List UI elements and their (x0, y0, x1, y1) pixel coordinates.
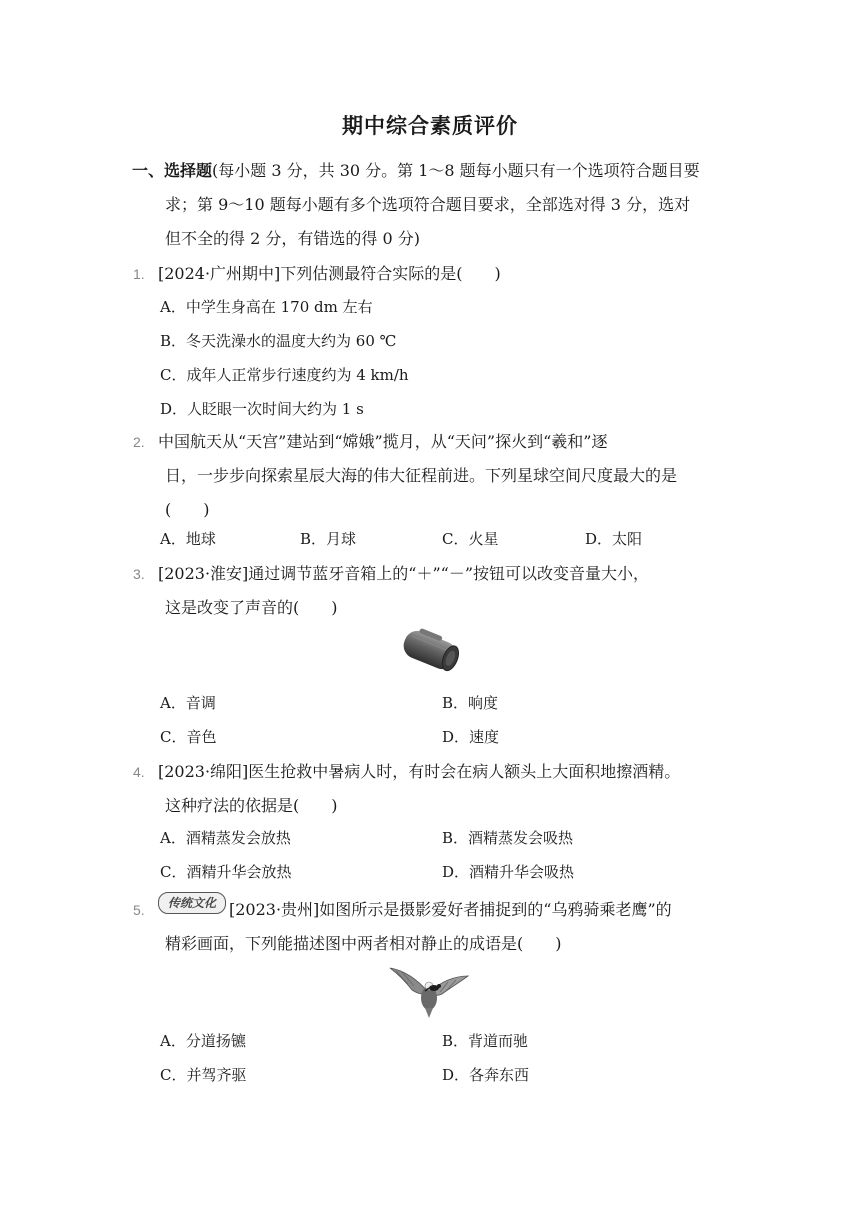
option-b: B．响度 (442, 694, 499, 712)
question-number: 4. (133, 764, 145, 780)
option-d: D．速度 (442, 728, 500, 746)
option-c: C．音色 (160, 728, 217, 746)
option-d: D．酒精升华会吸热 (442, 863, 575, 881)
question-stem: [2023·绵阳]医生抢救中暑病人时，有时会在病人额头上大面积地擦酒精。 (158, 762, 681, 781)
question-number: 1. (133, 266, 145, 282)
option-d: D．太阳 (585, 530, 643, 548)
section-header (132, 160, 700, 182)
section-instructions-3: 但不全的得 2 分，有错选的得 0 分) (165, 229, 420, 248)
question-stem: 精彩画面，下列能描述图中两者相对静止的成语是( ) (165, 934, 562, 953)
question-stem: [2024·广州期中]下列估测最符合实际的是( ) (158, 264, 501, 283)
question-stem: 日，一步步向探索星辰大海的伟大征程前进。下列星球空间尺度最大的是 (165, 466, 678, 485)
option-b: B．冬天洗澡水的温度大约为 60 ℃ (160, 332, 397, 350)
bluetooth-speaker-figure (395, 622, 465, 678)
option-b: B．背道而驰 (442, 1032, 529, 1050)
option-c: C．成年人正常步行速度约为 4 km/h (160, 366, 409, 384)
option-b: B．酒精蒸发会吸热 (442, 829, 574, 847)
option-d: D．人眨眼一次时间大约为 1 s (160, 400, 364, 418)
section-instructions-2: 求；第 9～10 题每小题有多个选项符合题目要求，全部选对得 3 分，选对 (165, 195, 691, 214)
option-a: A．酒精蒸发会放热 (160, 829, 291, 847)
option-a: A．音调 (160, 694, 216, 712)
option-b: B．月球 (300, 530, 357, 548)
option-a: A．分道扬镳 (160, 1032, 246, 1050)
option-d: D．各奔东西 (442, 1066, 530, 1084)
question-number: 5. (133, 902, 145, 918)
question-number: 3. (133, 566, 145, 582)
option-a: A．地球 (160, 530, 216, 548)
option-a: A．中学生身高在 170 dm 左右 (160, 298, 373, 316)
option-c: C．火星 (442, 530, 499, 548)
question-stem: 这种疗法的依据是( ) (165, 796, 338, 815)
question-stem: 这是改变了声音的( ) (165, 598, 338, 617)
question-number: 2. (133, 434, 145, 450)
question-stem: [2023·贵州]如图所示是摄影爱好者捕捉到的“乌鸦骑乘老鹰”的 (229, 900, 672, 919)
question-stem: 中国航天从“天宫”建站到“嫦娥”揽月，从“天问”探火到“羲和”逐 (158, 432, 608, 451)
question-stem: ( ) (165, 500, 210, 519)
option-c: C．酒精升华会放热 (160, 863, 292, 881)
section-label: 一、选择题 (132, 161, 213, 180)
page-title: 期中综合素质评价 (342, 114, 518, 138)
section-instructions-1: (每小题 3 分，共 30 分。第 1～8 题每小题只有一个选项符合题目要 (212, 161, 700, 180)
crow-riding-eagle-figure (388, 962, 470, 1020)
question-stem: [2023·淮安]通过调节蓝牙音箱上的“＋”“－”按钮可以改变音量大小， (158, 564, 650, 583)
option-c: C．并驾齐驱 (160, 1066, 247, 1084)
traditional-culture-badge: 传统文化 (158, 892, 226, 914)
